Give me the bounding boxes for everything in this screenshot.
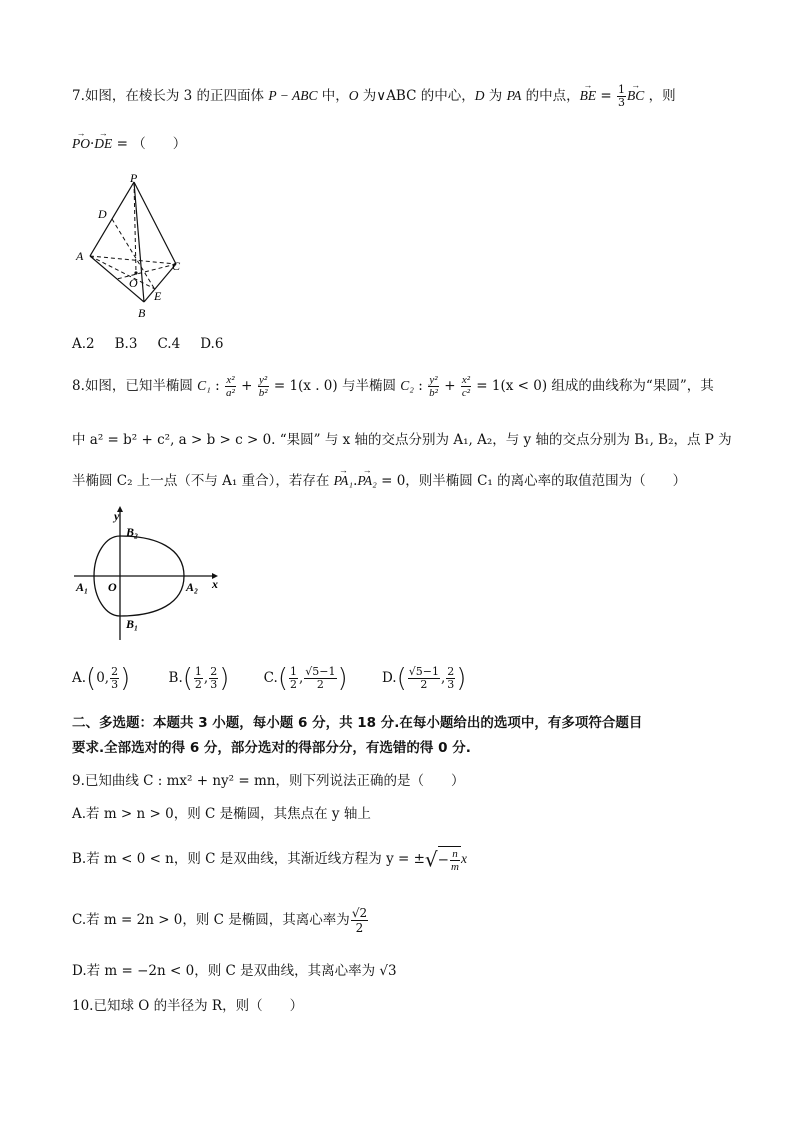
q8-option-d-prefix: D. (381, 670, 397, 686)
q8-cond1: (x . 0) (298, 378, 338, 394)
q8-c1: C₁ (197, 378, 211, 393)
q8-c2-cond: = 1(x < 0) (472, 378, 548, 394)
q7-vector-po: → PO (72, 134, 90, 154)
q8-d-den2: 3 (447, 678, 455, 691)
q8-frac-x2a2 (225, 374, 236, 399)
label-b1: B₁ (126, 617, 139, 631)
q8-text-3a: 半椭圆 C₂ 上一点（不与 A₁ 重合），若存在 (72, 473, 334, 489)
q8-d-num2: 2 (447, 665, 455, 678)
label-y: y (114, 509, 120, 523)
q9-option-b[interactable] (72, 846, 467, 876)
q8-text-c: 组成的曲线称为“果圆”，其 (547, 378, 714, 394)
q8-fruit-circle-figure (72, 506, 222, 642)
label-d: D (98, 207, 107, 221)
q7-stem-line1 (72, 84, 676, 109)
q9-b-frac (450, 848, 460, 873)
q9-c-frac (351, 906, 368, 935)
sqrt-icon: √ (424, 847, 438, 872)
q8-stem-line3 (72, 471, 686, 491)
q8-option-a-frac (110, 666, 119, 691)
q8-a-den: 3 (111, 678, 119, 691)
q8-plus: + (236, 378, 257, 394)
q7-option-d[interactable]: D.6 (200, 336, 224, 352)
q7-option-a[interactable]: A.2 (72, 336, 95, 352)
q9-c-den: 2 (355, 921, 364, 935)
label-a: A (76, 249, 84, 263)
label-e: E (154, 289, 162, 303)
q7-answer-blank: = （ ） (112, 136, 187, 152)
q8-colon2: : (413, 378, 428, 394)
q9-c-text: C.若 m = 2n > 0，则 C 是椭圆，其离心率为 (72, 912, 350, 928)
q7-text-e: 为 (484, 88, 507, 104)
q8-a-num: 2 (111, 665, 119, 678)
q7-text-f: 的中点， (521, 88, 580, 104)
q8-frac-x2c2: $\frac{\text{x²}}{\text{c²}}$ (461, 374, 470, 399)
label-origin: O (108, 580, 117, 594)
label-p: P (130, 171, 138, 185)
q9-c-num: √2 (351, 906, 368, 920)
q8-eq1: = 1 (269, 378, 299, 394)
q9-option-a[interactable]: A.若 m > n > 0，则 C 是椭圆，其焦点在 y 轴上 (72, 806, 371, 822)
q8-colon: : (210, 378, 225, 394)
q7-dot: · (90, 136, 95, 152)
q8-b-den2: 3 (210, 678, 218, 691)
q8-option-b-frac1 (194, 666, 203, 691)
q8-d-num1: √5−1 (408, 665, 439, 678)
q7-center-point (134, 271, 137, 274)
q8-b2-2: b² (429, 387, 438, 399)
q7-text-a: 7.如图，在棱长为 3 的正四面体 (72, 88, 269, 104)
label-x: x (212, 577, 218, 591)
q8-b-num1: 1 (194, 665, 202, 678)
q8-option-c-frac1 (289, 666, 298, 691)
q8-x2: x² (226, 374, 235, 386)
q9-option-c[interactable] (72, 906, 369, 936)
q7-vector-be: → BE (580, 86, 597, 106)
q10-stem: 10.已知球 O 的半径为 R，则（ ） (72, 998, 304, 1014)
q8-b2: b² (258, 387, 268, 399)
q7-fraction (617, 84, 626, 109)
q8-d-den1: 2 (420, 678, 428, 691)
q9-b-den: m (450, 861, 459, 873)
q7-vector-de: → DE (94, 134, 112, 154)
q9-option-d[interactable]: D.若 m = −2n < 0，则 C 是双曲线，其离心率为 √3 (72, 963, 397, 979)
q8-option-d-frac2 (446, 666, 455, 691)
q8-c-den1: 2 (289, 678, 297, 691)
q7-tetrahedron: P − ABC (268, 88, 318, 103)
q8-option-c-prefix: C. (263, 670, 278, 686)
q8-b-den1: 2 (194, 678, 202, 691)
q8-option-d-frac1 (408, 666, 440, 691)
label-b: B (138, 306, 146, 320)
q7-text-c: 为∨ABC 的中心， (358, 88, 475, 104)
q8-option-a[interactable]: A.(0, $\frac{2}{3}$ ) (72, 663, 131, 694)
q8-option-c-frac2 (304, 666, 336, 691)
q8-text-b: 与半椭圆 (337, 378, 401, 394)
q7-equals: = (596, 88, 617, 104)
q7-segment-pa: PA (506, 88, 522, 103)
label-o: O (129, 276, 138, 290)
q8-c-num1: 1 (289, 665, 297, 678)
q8-option-d[interactable]: D.( $\frac{√5-1}{2}$ , $\frac{2}{3}$ ) (381, 663, 467, 694)
q8-option-a-prefix: A. (72, 670, 87, 686)
q8-stem-line1 (72, 374, 714, 399)
q8-vector-pa1: → PA₁ (334, 471, 353, 491)
label-b2: B₂ (126, 525, 139, 539)
section2-heading-line1: 二、多选题：本题共 3 小题，每小题 6 分，共 18 分.在每小题给出的选项中，有多项符合题目 (72, 715, 643, 731)
q8-text-3b: = 0，则半椭圆 C₁ 的离心率的取值范围为（ ） (376, 473, 687, 489)
q8-frac-y2b2-2 (428, 374, 439, 399)
q7-option-c[interactable]: C.4 (157, 336, 181, 352)
q8-a2: a² (226, 387, 235, 399)
q7-frac-num: 1 (618, 83, 626, 96)
q7-point-d: D (474, 88, 485, 103)
q8-text-a: 8.如图，已知半椭圆 (72, 378, 198, 394)
q9-b-radicand: − $\frac{n}{m}$ (437, 848, 459, 873)
q8-c-num2: √5−1 (305, 665, 336, 678)
q8-plus2: + (439, 378, 460, 394)
q9-b-text: B.若 m < 0 < n，则 C 是双曲线，其渐近线方程为 y = ± (72, 851, 425, 867)
label-a1: A₁ (76, 580, 89, 594)
q8-x2-2: x² (461, 374, 470, 386)
q7-text-b: 中， (317, 88, 349, 104)
q8-stem-line2: 中 a² = b² + c², a > b > c > 0. “果圆” 与 x 轴的交点分别为 A₁, A₂，与 y 轴的交点分别为 B₁, B₂，点 P 为 (72, 432, 732, 448)
q7-tetrahedron-figure (72, 170, 192, 320)
q8-option-b[interactable]: B.( $\frac{1}{2}$ , $\frac{2}{3}$ ) (168, 663, 230, 694)
q9-b-tail: x (460, 851, 467, 866)
label-a2: A₂ (186, 580, 199, 594)
q8-vector-pa2: → PA₂ (357, 471, 376, 491)
q9-stem: 9.已知曲线 C : mx² + ny² = mn，则下列说法正确的是（ ） (72, 773, 465, 789)
label-c: C (172, 259, 181, 273)
q8-b-num2: 2 (210, 665, 218, 678)
q7-stem-line2 (72, 134, 186, 154)
q7-text-g: ，则 (644, 88, 676, 104)
q7-option-b[interactable]: B.3 (114, 336, 138, 352)
q8-option-b-frac2 (209, 666, 218, 691)
section2-heading-line2: 要求.全部选对的得 6 分，部分选对的得部分分，有选错的得 0 分. (72, 740, 471, 756)
q8-c-den2: 2 (316, 678, 324, 691)
q8-y2: y² (259, 374, 268, 386)
q7-frac-den: 3 (618, 96, 626, 109)
q8-c2: C₂ (400, 378, 414, 393)
q8-option-a-left: 0, (96, 670, 110, 686)
q8-options (72, 663, 486, 696)
q9-b-num: n (450, 848, 460, 861)
q7-vector-bc: → BC (627, 86, 644, 106)
q8-option-c[interactable]: C.( $\frac{1}{2}$ , $\frac{√5-1}{2}$ ) (263, 663, 348, 694)
q8-option-b-prefix: B. (168, 670, 183, 686)
q8-frac-y2b2 (258, 374, 269, 399)
q8-y2-2: y² (429, 374, 438, 386)
q7-options (72, 334, 243, 354)
q7-point-o: O (348, 88, 359, 103)
q8-dot: . (353, 473, 358, 489)
